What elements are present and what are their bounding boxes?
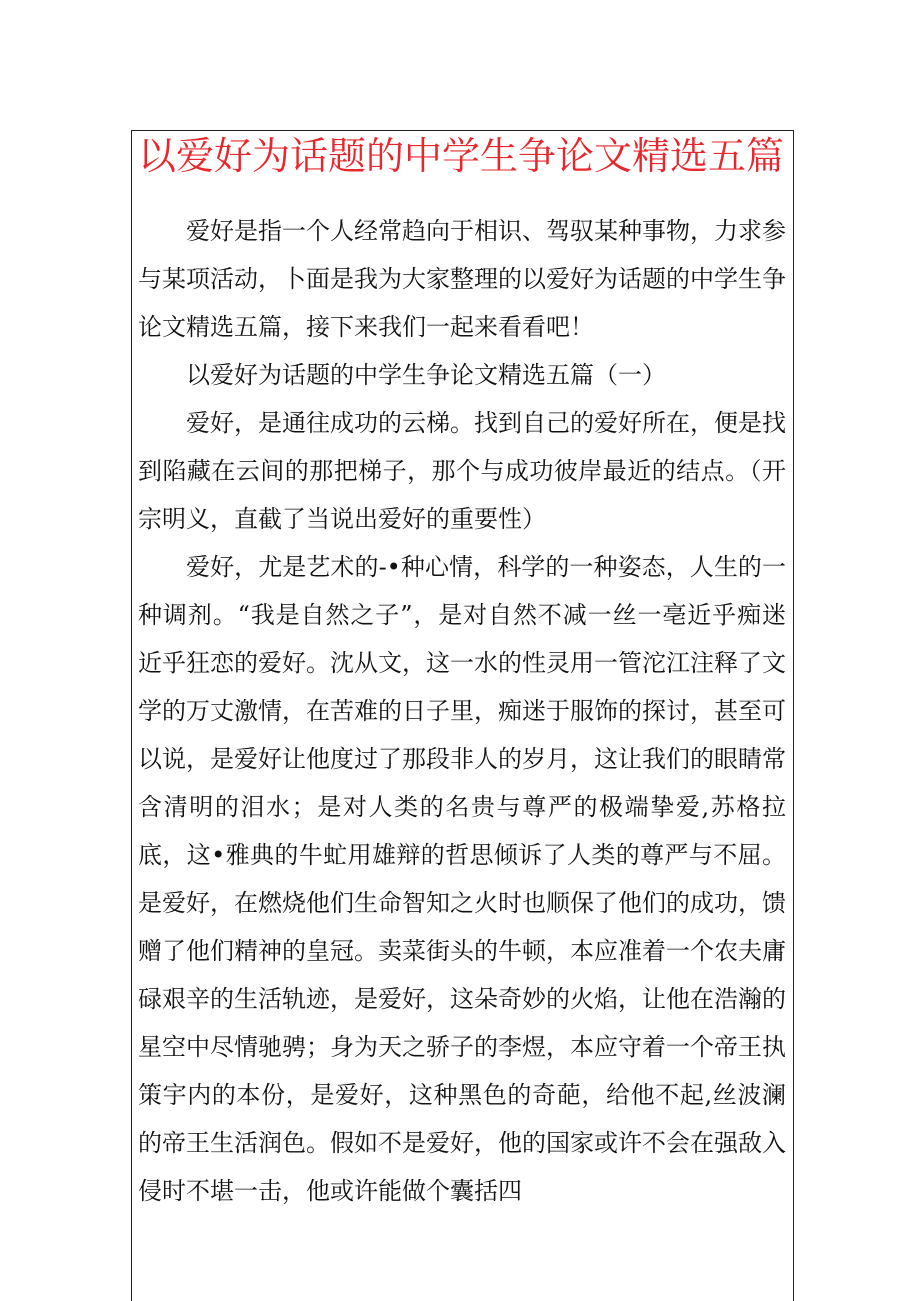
paragraph-intro: 爱好是指一个人经常趋向于相识、驾驭某种事物，力求参与某项活动，卜面是我为大家整理的以爱好为话题的中学生争论文精选五篇，接下来我们一起来看看吧！: [138, 217, 786, 341]
document-title: 以爱好为话题的中学生争论文精选五篇: [138, 134, 785, 178]
paragraph: 爱好，尤是艺术的-•种心情，科学的一种姿态，人生的一种调剂。“我是自然之子”，是对自然不减一丝一亳近乎痴迷近乎狂恋的爱好。沈从文，这一水的性灵用一管沱江注释了文学的万丈激情，在苦难的日子里，痴迷于服饰的探讨，甚至可以说，是爱好让他度过了那段非人的岁月，这让我们的眼睛常含清明的泪水；是对人类的名贵与尊严的极端挚爱,苏格拉底，这•雅典的牛虻用雄辩的哲思倾诉了人类的尊严与不屈。是爱好，在燃烧他们生命智知之火时也顺保了他们的成功，馈赠了他们精神的皇冠。卖菜街头的牛顿，本应准着一个农夫庸碌艰辛的生活轨迹，是爱好，这朵奇妙的火焰，让他在浩瀚的星空中尽情驰骋；身为天之骄子的李煜，本应守着一个帝王执策宇内的本份，是爱好，这种黑色的奇葩，给他不起,丝波澜的帝王生活润色。假如不是爱好，他的国家或许不会在强敌入侵时不堪一击，他或许能做个囊括四: [138, 553, 786, 1205]
document-body: [138, 207, 786, 1215]
section-heading: 以爱好为话题的中学生争论文精选五篇（一）: [186, 361, 666, 389]
paragraph: 爱好，是通往成功的云梯。找到自己的爱好所在，便是找到陷藏在云间的那把梯子，那个与成功彼岸最近的结点。（开宗明义，直截了当说出爱好的重要性）: [138, 409, 786, 533]
